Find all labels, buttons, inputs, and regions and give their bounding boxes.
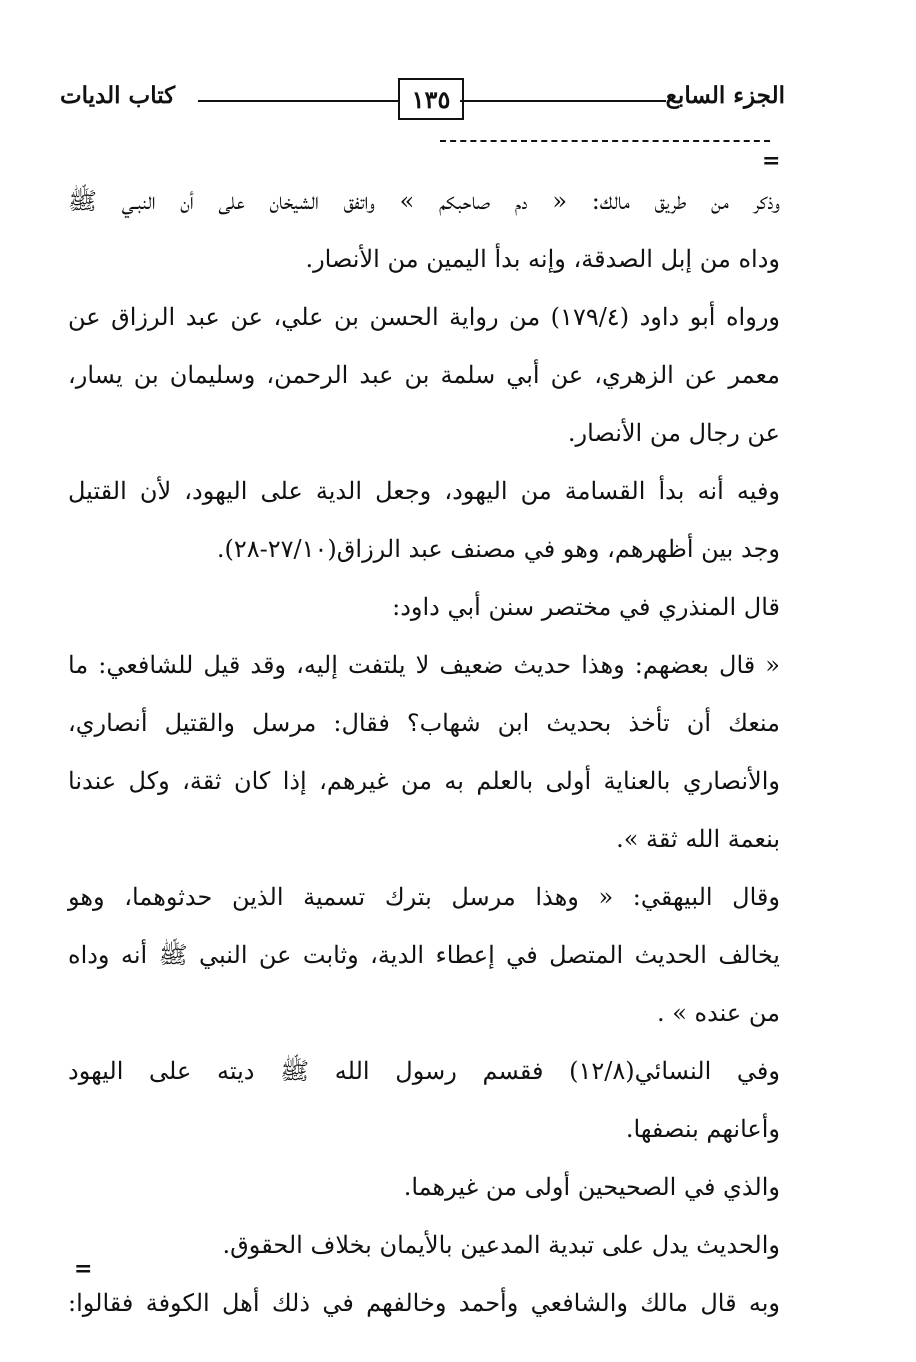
header-rule-right [460, 100, 666, 102]
continuation-mark-bottom: = [74, 1256, 93, 1282]
text-line: بنعمة الله ثقة ». [616, 825, 780, 853]
text-line: عن رجال من الأنصار. [567, 419, 780, 447]
text-line: ورواه أبو داود (١٧٩/٤) من رواية الحسن بن علي، عن عبد الرزاق عن [68, 303, 780, 331]
continuation-mark-top: = [762, 148, 781, 174]
header-rule-left [198, 100, 398, 102]
body-text [68, 172, 780, 1332]
text-line: وذكر من طريق مالك: « دم صاحبكم » واتفق الشيخان على أن النبـي ﷺ [68, 187, 780, 215]
text-line: معمر عن الزهري، عن أبي سلمة بن عبد الرحمن، وسليمان بن يسار، [68, 361, 780, 389]
header-dashed-rule [440, 140, 770, 142]
text-line: قال المنذري في مختصر سنن أبي داود: [392, 593, 780, 621]
text-line: من عنده » . [656, 999, 780, 1027]
text-line: والحديث يدل على تبدية المدعين بالأيمان بخلاف الحقوق. [222, 1231, 780, 1259]
text-line: وفي النسائي(١٢/٨) فقسم رسول الله ﷺ ديته على اليهود [68, 1057, 780, 1085]
text-line: وجد بين أظهرهم، وهو في مصنف عبد الرزاق(٢٧/١٠-٢٨). [216, 535, 780, 563]
part-title: الجزء السابع [665, 82, 785, 109]
text-line: وبه قال مالك والشافعي وأحمد وخالفهم في ذلك أهل الكوفة فقالوا: [68, 1289, 780, 1317]
text-line: وفيه أنه بدأ القسامة من اليهود، وجعل الدية على اليهود، لأن القتيل [68, 477, 780, 505]
text-line: والأنصاري بالعناية أولى بالعلم به من غيرهم، إذا كان ثقة، وكل عندنا [68, 767, 780, 795]
text-line: يخالف الحديث المتصل في إعطاء الدية، وثابت عن النبي ﷺ أنه وداه [68, 941, 780, 969]
page-number-text: ١٣٥ [411, 84, 451, 114]
text-line: والذي في الصحيحين أولى من غيرهما. [403, 1173, 780, 1201]
text-line: وداه من إبل الصدقة، وإنه بدأ اليمين من الأنصار. [305, 245, 780, 273]
text-line: منعك أن تأخذ بحديث ابن شهاب؟ فقال: مرسل والقتيل أنصاري، [68, 709, 780, 737]
text-line: وأعانهم بنصفها. [625, 1115, 780, 1143]
text-line: « قال بعضهم: وهذا حديث ضعيف لا يلتفت إليه، وقد قيل للشافعي: ما [68, 651, 780, 679]
page-header [60, 78, 785, 122]
text-line: وقال البيهقي: « وهذا مرسل بترك تسمية الذين حدثوهما، وهو [68, 883, 780, 911]
book-title: كتاب الديات [60, 82, 176, 109]
page-number [398, 78, 464, 120]
